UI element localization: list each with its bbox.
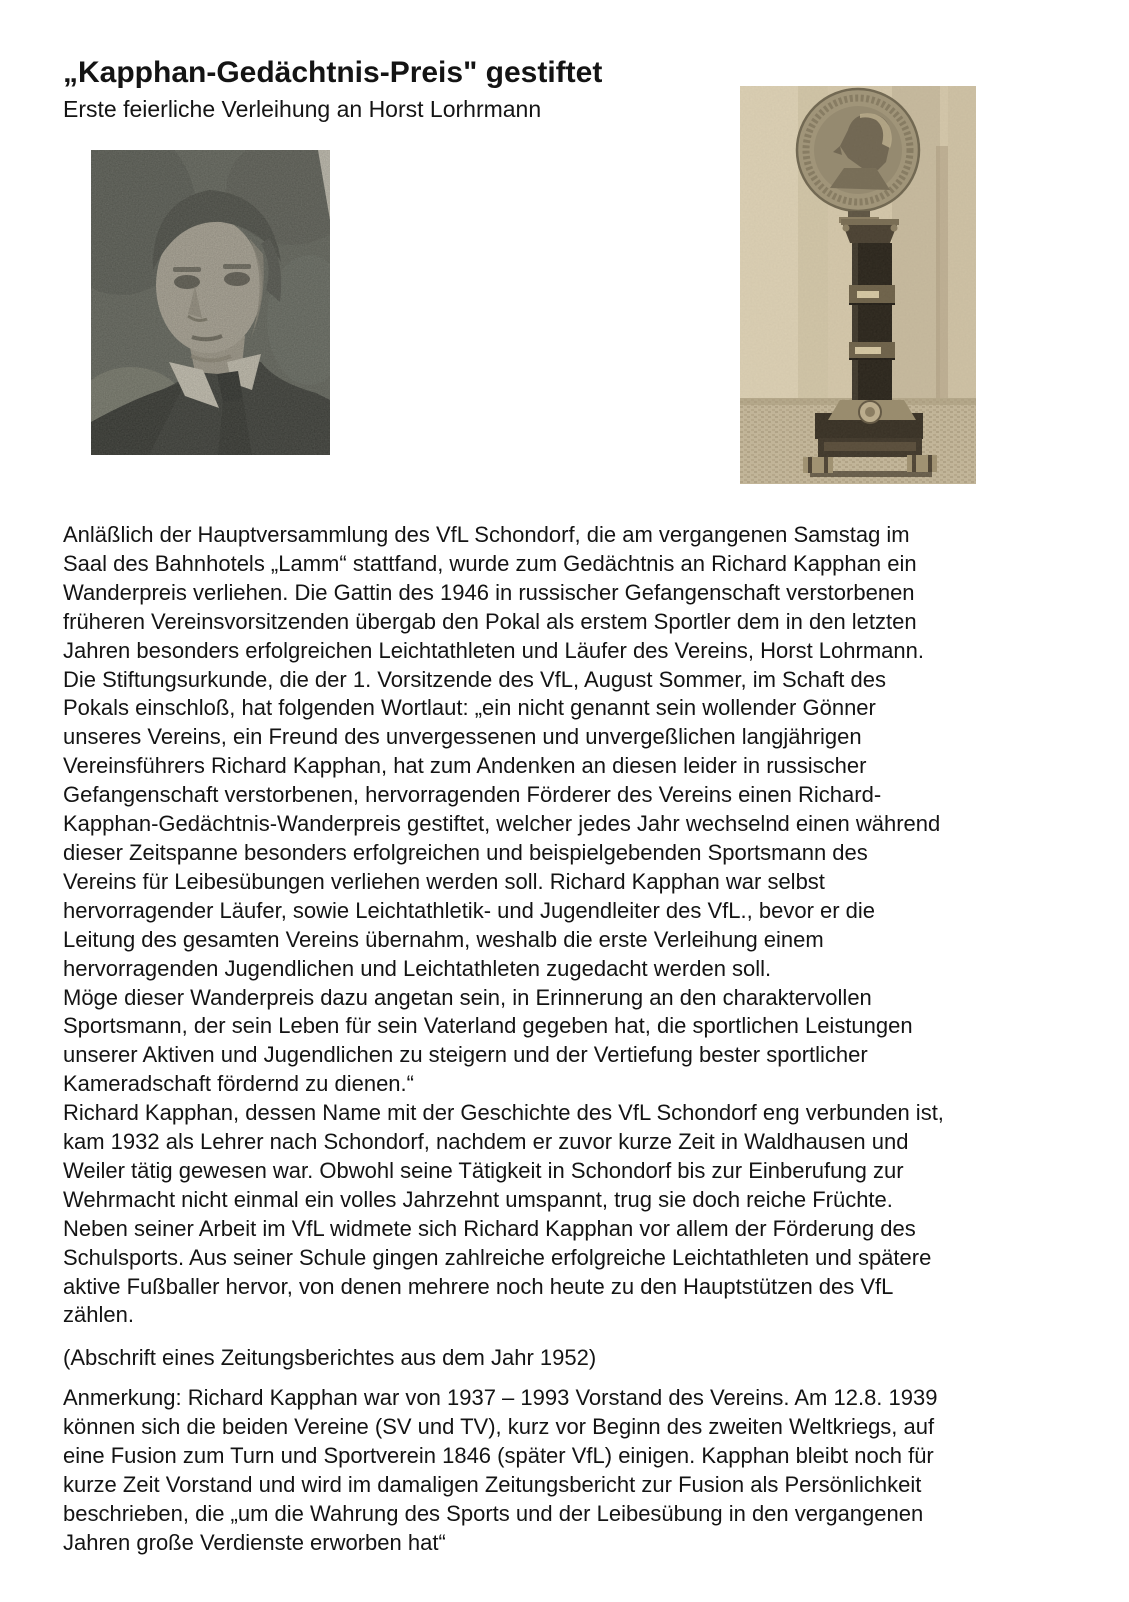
article-line: Schulsports. Aus seiner Schule gingen zahlreiche erfolgreiche Leichtathleten und spätere	[63, 1244, 932, 1270]
trophy-photo-graphic	[740, 86, 976, 484]
article-line: Neben seiner Arbeit im VfL widmete sich Richard Kapphan vor allem der Förderung des	[63, 1215, 916, 1241]
article-line: Saal des Bahnhotels „Lamm“ stattfand, wurde zum Gedächtnis an Richard Kapphan ein	[63, 550, 917, 576]
article-line: kam 1932 als Lehrer nach Schondorf, nachdem er zuvor kurze Zeit in Waldhausen und	[63, 1129, 909, 1155]
article-line: Anläßlich der Hauptversammlung des VfL Schondorf, die am vergangenen Samstag im	[63, 522, 910, 547]
article-line: hervorragenden Jugendlichen und Leichtathleten zugedacht werden soll.	[63, 955, 772, 981]
article-line: Richard Kapphan, dessen Name mit der Geschichte des VfL Schondorf eng verbunden ist,	[63, 1100, 944, 1126]
article-line: hervorragender Läufer, sowie Leichtathletik- und Jugendleiter des VfL., bevor er die	[63, 897, 876, 923]
remark-line: kurze Zeit Vorstand und wird im damaligen Zeitungsbericht zur Fusion als Persönlichkeit	[63, 1471, 922, 1497]
article-line: Wehrmacht nicht einmal ein volles Jahrzehnt umspannt, trug sie doch reiche Früchte.	[63, 1186, 893, 1212]
article-line: Pokals einschloß, hat folgenden Wortlaut: „ein nicht genannt sein wollender Gönner	[63, 695, 876, 721]
article-line: Leitung des gesamten Vereins übernahm, weshalb die erste Verleihung einem	[63, 926, 824, 952]
remark-line: eine Fusion zum Turn und Sportverein 1846 (später VfL) einigen. Kapphan bleibt noch für	[63, 1442, 934, 1468]
article-line: Gefangenschaft verstorbenen, hervorragenden Förderer des Vereins einen Richard-	[63, 782, 882, 808]
page-title: „Kapphan-Gedächtnis-Preis" gestiftet	[63, 56, 603, 89]
article-line: unserer Aktiven und Jugendlichen zu steigern und der Vertiefung bester sportlicher	[63, 1042, 868, 1068]
article-line: Weiler tätig gewesen war. Obwohl seine Tätigkeit in Schondorf bis zur Einberufung zur	[63, 1157, 904, 1183]
remark-paragraph	[63, 1384, 937, 1557]
article-line: aktive Fußballer hervor, von denen mehrere noch heute zu den Hauptstützen des VfL	[63, 1273, 894, 1299]
article-line: Die Stiftungsurkunde, die der 1. Vorsitzende des VfL, August Sommer, im Schaft des	[63, 666, 887, 692]
article-line: Möge dieser Wanderpreis dazu angetan sein, in Erinnerung an den charaktervollen	[63, 984, 872, 1010]
article-line: Sportsmann, der sein Leben für sein Vaterland gegeben hat, die sportlichen Leistungen	[63, 1013, 913, 1039]
article-line: Kameradschaft fördernd zu dienen.“	[63, 1071, 414, 1097]
article-line: zählen.	[63, 1302, 134, 1328]
portrait-photo	[91, 150, 330, 455]
remark-line: können sich die beiden Vereine (SV und TV), kurz vor Beginn des zweiten Weltkriegs, auf	[63, 1413, 935, 1439]
article-line: Vereins für Leibesübungen verliehen werden soll. Richard Kapphan war selbst	[63, 868, 825, 894]
remark-line: beschrieben, die „um die Wahrung des Sports und der Leibesübung in den vergangenen	[63, 1500, 924, 1526]
trophy-photo	[740, 86, 976, 484]
portrait-photo-graphic	[91, 150, 330, 455]
page-subtitle: Erste feierliche Verleihung an Horst Lorhrmann	[63, 96, 542, 122]
remark-line: Jahren große Verdienste erworben hat“	[63, 1529, 446, 1555]
article-line: Kapphan-Gedächtnis-Wanderpreis gestiftet, welcher jedes Jahr wechselnd einen während	[63, 811, 941, 837]
article-line: Wanderpreis verliehen. Die Gattin des 1946 in russischer Gefangenschaft verstorbenen	[63, 579, 915, 605]
transcript-note: (Abschrift eines Zeitungsberichtes aus dem Jahr 1952)	[63, 1345, 597, 1370]
remark-line: Anmerkung: Richard Kapphan war von 1937 – 1993 Vorstand des Vereins. Am 12.8. 1939	[63, 1385, 938, 1410]
article-line: dieser Zeitspanne besonders erfolgreichen und beispielgebenden Sportsmann des	[63, 839, 868, 865]
article-line: früheren Vereinsvorsitzenden übergab den Pokal als erstem Sportler dem in den letzten	[63, 608, 917, 634]
article-body	[63, 521, 944, 1330]
article-line: Vereinsführers Richard Kapphan, hat zum Andenken an diesen leider in russischer	[63, 753, 867, 779]
article-line: Jahren besonders erfolgreichen Leichtathleten und Läufer des Vereins, Horst Lohrmann.	[63, 637, 924, 663]
article-line: unseres Vereins, ein Freund des unvergessenen und unvergeßlichen langjährigen	[63, 724, 862, 750]
